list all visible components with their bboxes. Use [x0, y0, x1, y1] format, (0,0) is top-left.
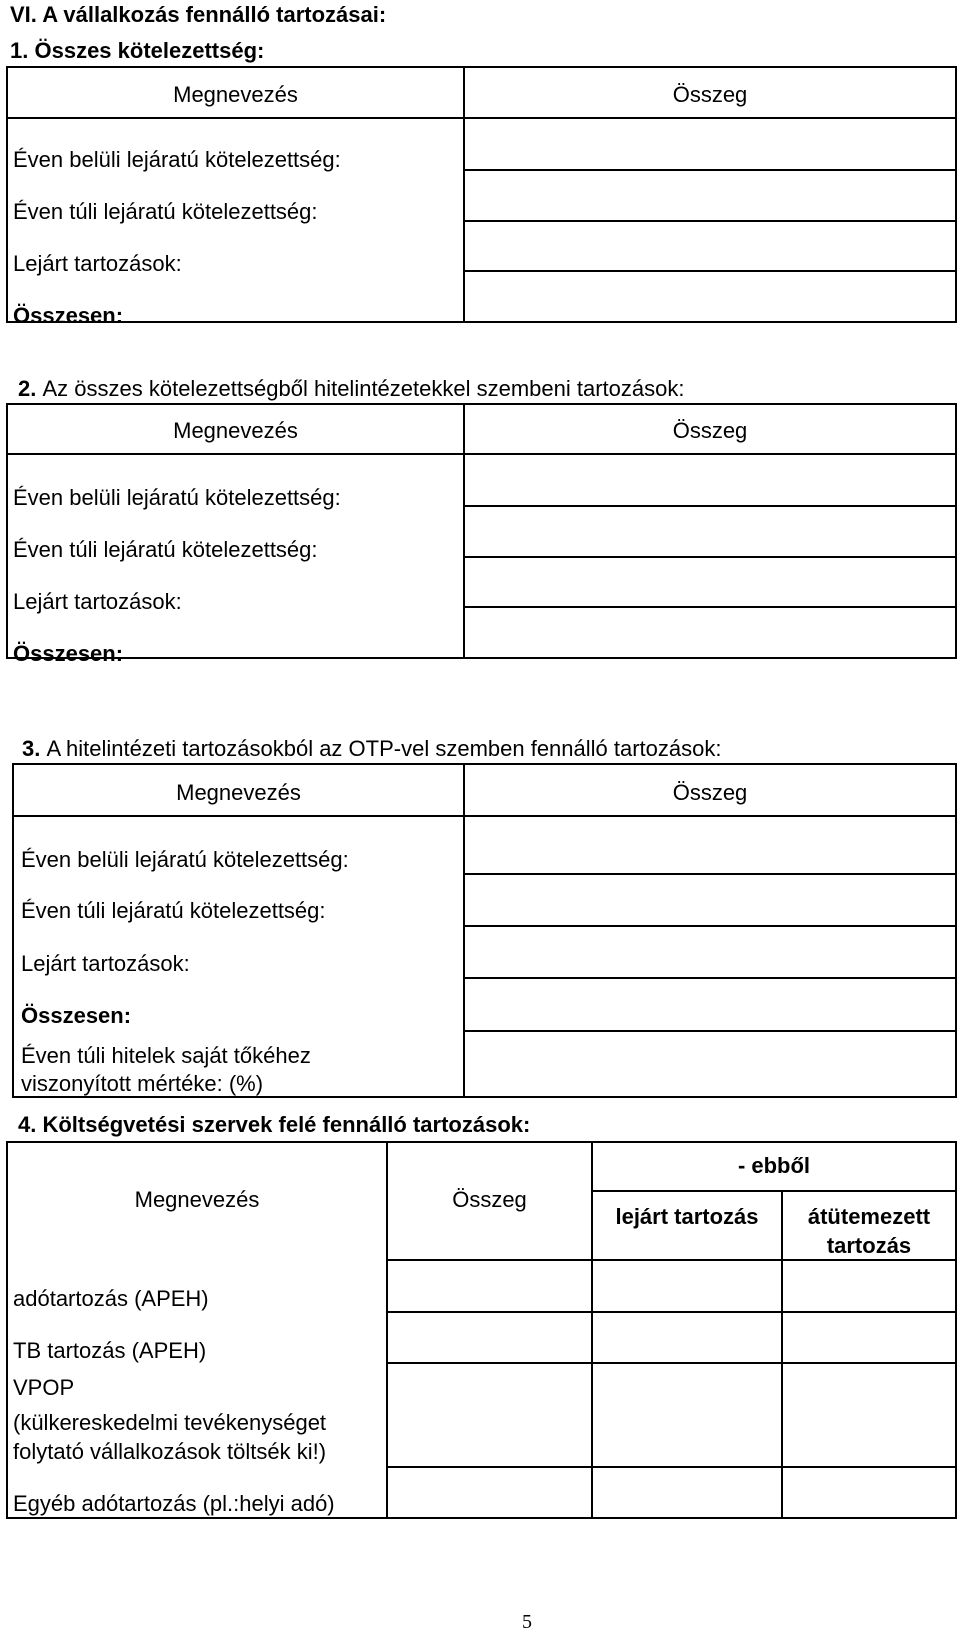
column-group-header-of-which: - ebből	[737, 1153, 811, 1178]
column-divider	[591, 1141, 593, 1519]
row-label-beyond-year: Éven túli lejáratú kötelezettség:	[21, 898, 326, 923]
row-label-overdue: Lejárt tartozások:	[21, 951, 190, 976]
amount-input-overdue[interactable]	[471, 563, 951, 603]
column-header-name: Megnevezés	[134, 1187, 260, 1212]
amount-input-beyond-year[interactable]	[471, 880, 951, 920]
row-label-overdue: Lejárt tartozások:	[13, 251, 182, 276]
column-divider	[463, 763, 465, 1098]
overdue-input-vpop[interactable]	[597, 1367, 777, 1462]
amount-input-within-year[interactable]	[471, 822, 951, 868]
row-divider	[386, 1362, 957, 1364]
row-label-total: Összesen:	[13, 303, 124, 328]
rescheduled-input-tax-debt[interactable]	[787, 1264, 953, 1307]
row-divider	[463, 873, 957, 875]
section-1-number: 1.	[10, 38, 29, 63]
amount-input-total[interactable]	[471, 984, 951, 1026]
row-divider	[463, 977, 957, 979]
overdue-input-tb-debt[interactable]	[597, 1316, 777, 1358]
amount-input-total[interactable]	[471, 277, 951, 317]
column-header-amount: Összeg	[672, 418, 748, 443]
row-label-vpop-line-2: (külkereskedelmi tevékenységet	[13, 1410, 327, 1435]
amount-input-tax-debt[interactable]	[392, 1264, 587, 1307]
row-divider	[463, 556, 957, 558]
row-divider	[386, 1311, 957, 1313]
section-4-heading	[18, 1112, 530, 1138]
row-label-beyond-year: Éven túli lejáratú kötelezettség:	[13, 537, 318, 562]
column-header-amount: Összeg	[672, 82, 748, 107]
section-title: VI. A vállalkozás fennálló tartozásai:	[10, 2, 387, 27]
section-3-number: 3.	[22, 736, 41, 761]
amount-input-overdue[interactable]	[471, 227, 951, 267]
amount-input-beyond-year[interactable]	[471, 176, 951, 216]
row-label-ratio-line-2: viszonyított mértéke: (%)	[21, 1071, 264, 1096]
amount-input-vpop[interactable]	[392, 1367, 587, 1462]
column-header-name: Megnevezés	[176, 780, 301, 805]
section-4-number: 4.	[18, 1112, 37, 1137]
section-1-title: Összes kötelezettség:	[34, 38, 265, 63]
amount-input-within-year[interactable]	[471, 125, 951, 165]
row-label-tb-debt: TB tartozás (APEH)	[13, 1338, 207, 1363]
amount-input-beyond-year[interactable]	[471, 512, 951, 552]
row-divider	[463, 169, 957, 171]
row-label-ratio-line-1: Éven túli hitelek saját tőkéhez	[21, 1043, 311, 1068]
page-number: 5	[522, 1611, 532, 1633]
overdue-input-tax-debt[interactable]	[597, 1264, 777, 1307]
row-divider	[463, 220, 957, 222]
row-label-within-year: Éven belüli lejáratú kötelezettség:	[13, 485, 341, 510]
row-label-vpop-line-3: folytató vállalkozások töltsék ki!)	[13, 1439, 327, 1464]
row-label-total: Összesen:	[21, 1003, 132, 1028]
amount-input-other-tax[interactable]	[392, 1471, 587, 1515]
row-label-tax-debt: adótartozás (APEH)	[13, 1286, 209, 1311]
section-3-heading	[22, 736, 722, 762]
amount-input-tb-debt[interactable]	[392, 1316, 587, 1358]
rescheduled-input-tb-debt[interactable]	[787, 1316, 953, 1358]
column-header-name: Megnevezés	[173, 418, 298, 443]
column-header-amount: Összeg	[452, 1187, 527, 1212]
row-divider	[12, 815, 957, 817]
amount-input-within-year[interactable]	[471, 461, 951, 501]
row-label-overdue: Lejárt tartozások:	[13, 589, 182, 614]
rescheduled-input-vpop[interactable]	[787, 1367, 953, 1462]
column-header-amount: Összeg	[672, 780, 748, 805]
row-label-beyond-year: Éven túli lejáratú kötelezettség:	[13, 199, 318, 224]
row-label-total: Összesen:	[13, 641, 124, 666]
section-2-title: Az összes kötelezettségből hitelintézetekkel szembeni tartozások:	[42, 376, 685, 401]
section-2-heading	[18, 376, 684, 402]
row-divider	[463, 505, 957, 507]
overdue-input-other-tax[interactable]	[597, 1471, 777, 1515]
row-divider	[463, 1030, 957, 1032]
row-divider	[386, 1259, 957, 1261]
row-label-within-year: Éven belüli lejáratú kötelezettség:	[13, 147, 341, 172]
row-divider	[463, 606, 957, 608]
amount-input-total[interactable]	[471, 613, 951, 653]
row-divider	[463, 925, 957, 927]
section-3-title: A hitelintézeti tartozásokból az OTP-vel szemben fennálló tartozások:	[46, 736, 722, 761]
row-label-within-year: Éven belüli lejáratú kötelezettség:	[21, 847, 349, 872]
amount-input-ratio[interactable]	[471, 1037, 951, 1093]
row-divider	[6, 453, 957, 455]
row-divider	[463, 270, 957, 272]
amount-input-overdue[interactable]	[471, 932, 951, 972]
row-divider	[386, 1466, 957, 1468]
rescheduled-input-other-tax[interactable]	[787, 1471, 953, 1515]
section-2-number: 2.	[18, 376, 37, 401]
column-header-rescheduled-line-1: átütemezett	[807, 1204, 931, 1229]
section-1-heading	[10, 38, 264, 64]
row-divider	[591, 1190, 957, 1192]
row-divider	[6, 117, 957, 119]
column-header-rescheduled-line-2: tartozás	[826, 1233, 912, 1258]
row-label-other-tax: Egyéb adótartozás (pl.:helyi adó)	[13, 1491, 335, 1516]
column-header-overdue-debt: lejárt tartozás	[615, 1204, 759, 1229]
section-4-title: Költségvetési szervek felé fennálló tartozások:	[42, 1112, 531, 1137]
row-label-vpop-line-1: VPOP	[13, 1375, 75, 1400]
column-header-name: Megnevezés	[173, 82, 298, 107]
